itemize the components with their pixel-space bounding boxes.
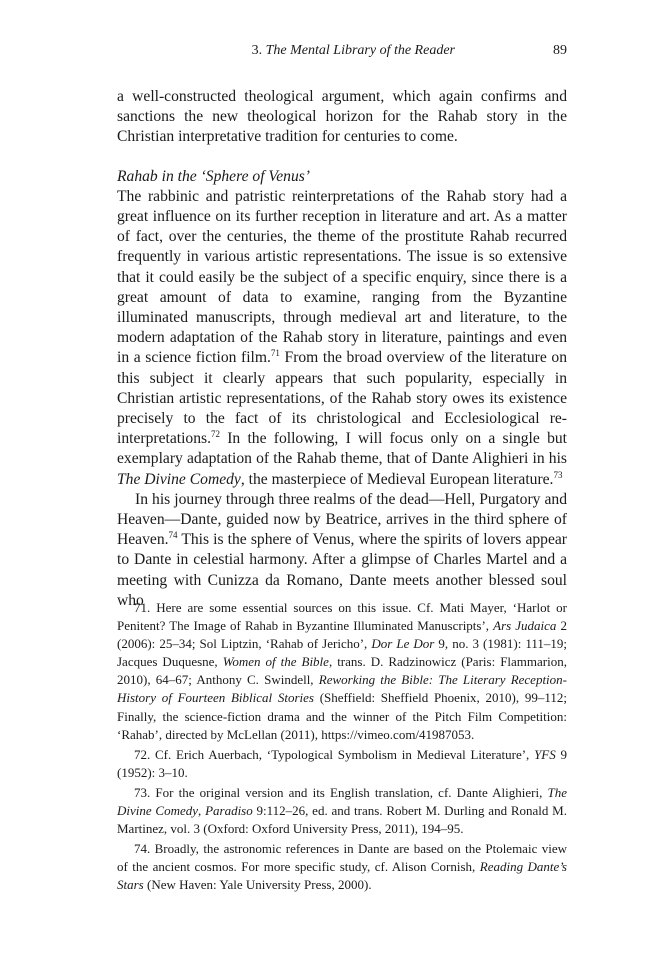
text-run: 73. For the original version and its English translation, cf. Dante Alighieri, bbox=[134, 784, 548, 800]
text-run: The rabbinic and patristic reinterpretations of the Rahab story had a great influence on its further reception in literature and art. As a matter of fact, over the centuries, the theme of the prostitute Rahab recurred frequently in various artistic representations. The issue is so extensive that it could easily be the subject of a specific enquiry, since there is a great amount of data to examine, ranging from the Byzantine illuminated manuscripts, through medieval art and literature, to the modern adaptation of the Rahab story in literature, paintings and even in a science fiction film. bbox=[117, 187, 567, 367]
text-run: From the broad overview of the literature on this subject it clearly appears that such popularity, especially in Christian artistic representations, of the Rahab story owes its existence precisely to the fact of its christological and Ecclesiological re-interpretations. bbox=[117, 349, 567, 448]
book-title: The Divine Comedy bbox=[117, 784, 567, 819]
text-run: 74. Broadly, the astronomic references in Dante are based on the Ptolemaic view of the ancient cosmos. For more specific study, cf. Alison Cornish, bbox=[117, 841, 567, 875]
text-run: (Sheffield: Sheffield Phoenix, 2010), 99–112; Finally, the science-fiction drama and the winner of the Pitch Film Competition: ‘Rahab’, directed by McLellan (2011), https://vimeo.com/41987053. bbox=[117, 690, 567, 742]
paragraph bbox=[117, 490, 567, 611]
footnotes bbox=[117, 599, 567, 895]
book-title: Reworking the Bible: The Literary Reception-History of Fourteen Biblical Stories bbox=[117, 672, 568, 706]
footnote-ref-73[interactable]: 73 bbox=[553, 469, 563, 480]
journal-title: YFS bbox=[534, 746, 556, 762]
footnote-ref-74[interactable]: 74 bbox=[168, 530, 178, 541]
text-run: , trans. D. Radzinowicz (Paris: Flammarion, 2010), 64–67; Anthony C. Swindell, bbox=[117, 654, 567, 688]
footnote-71 bbox=[117, 599, 567, 744]
book-title: Reading Dante’s Stars bbox=[117, 859, 567, 893]
footnote-72 bbox=[117, 746, 567, 782]
footnote-74 bbox=[117, 840, 567, 894]
page-number: 89 bbox=[553, 43, 567, 58]
footnote-ref-72[interactable]: 72 bbox=[210, 429, 220, 440]
book-title: Paradiso bbox=[205, 803, 253, 819]
text-run: This is the sphere of Venus, where the spirits of lovers appear to Dante in celestial harmony. After a glimpse of Charles Martel and a meeting with Cunizza da Romano, Dante meets another blessed soul who bbox=[117, 531, 567, 609]
text-run: 9:112–26, ed. and trans. Robert M. Durling and Ronald M. Martinez, vol. 3 (Oxford: Oxford University Press, 2011), 194–95. bbox=[117, 803, 567, 837]
running-head: 3. The Mental Library of the Reader bbox=[251, 43, 455, 58]
text-run: , bbox=[198, 803, 206, 819]
text-run: , the masterpiece of Medieval European literature. bbox=[240, 470, 554, 488]
paragraph-continuation: a well-constructed theological argument, which again confirms and sanctions the new theological horizon for the Rahab story in the Christian interpretative tradition for centuries to come. bbox=[117, 88, 567, 146]
text-run: (New Haven: Yale University Press, 2000). bbox=[143, 877, 372, 893]
footnote-ref-71[interactable]: 71 bbox=[270, 348, 280, 359]
main-text bbox=[117, 87, 567, 611]
paragraph bbox=[117, 187, 567, 490]
text-run: 9, no. 3 (1981): 111–19; Jacques Duquesne, bbox=[117, 636, 567, 670]
book-title: Women of the Bible bbox=[222, 654, 329, 670]
journal-title: Ars Judaica bbox=[493, 618, 557, 634]
page-header bbox=[117, 43, 567, 63]
text-run: In his journey through three realms of the dead—Hell, Purgatory and Heaven—Dante, guided now by Beatrice, arrives in the third sphere of Heaven. bbox=[117, 490, 567, 549]
text-run: 72. Cf. Erich Auerbach, ‘Typological Symbolism in Medieval Literature’, bbox=[134, 746, 535, 762]
text-run: 9 (1952): 3–10. bbox=[117, 746, 568, 780]
footnote-73 bbox=[117, 784, 567, 838]
work-title: The Divine Comedy bbox=[117, 470, 241, 488]
text-run: 71. Here are some essential sources on this issue. Cf. Mati Mayer, ‘Harlot or Penitent? The Image of Rahab in Byzantine Illuminated Manuscripts’, bbox=[117, 600, 567, 634]
text-run: In the following, I will focus only on a single but exemplary adaptation of the Rahab theme, that of Dante Alighieri in his bbox=[117, 430, 567, 468]
section-heading: Rahab in the ‘Sphere of Venus’ bbox=[117, 167, 311, 185]
chapter-title: The Mental Library of the Reader bbox=[265, 43, 455, 58]
journal-title: Dor Le Dor bbox=[371, 636, 435, 652]
text-run: 2 (2006): 25–34; Sol Liptzin, ‘Rahab of Jericho’, bbox=[117, 618, 568, 652]
